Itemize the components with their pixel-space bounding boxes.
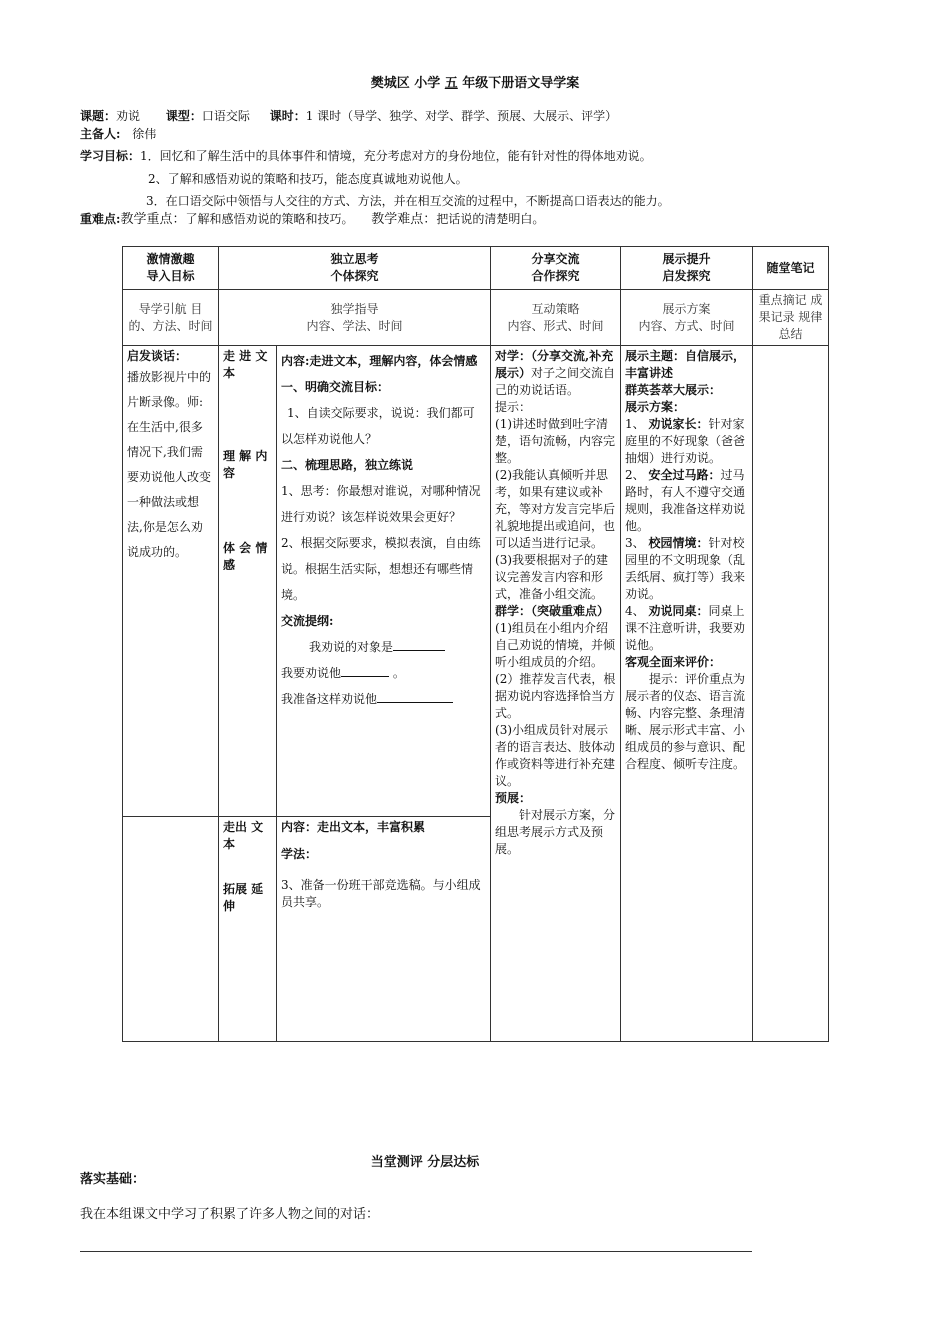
header-col-3: 分享交流 合作探究 bbox=[491, 247, 621, 290]
answer-line bbox=[80, 1251, 752, 1252]
meta-author: 主备人: 徐伟 bbox=[80, 127, 157, 141]
sub-col-3: 互动策略 内容、形式、时间 bbox=[491, 290, 621, 346]
header-col-4: 展示提升 启发探究 bbox=[621, 247, 753, 290]
sub-col-1: 导学引航 目的、方法、时间 bbox=[123, 290, 219, 346]
sub-col-4: 展示方案 内容、方式、时间 bbox=[621, 290, 753, 346]
basic-label: 落实基础： bbox=[80, 1172, 146, 1187]
goal-3: 3．在口语交际中领悟与人交往的方式、方法，并在相互交流的过程中，不断提高口语表达的能力。 bbox=[146, 194, 670, 208]
goal-1: 学习目标：1．回忆和了解生活中的具体事件和情境，充分考虑对方的身份地位，能有针对性的得体地劝说。 bbox=[80, 149, 652, 163]
header-col-5: 随堂笔记 bbox=[753, 247, 829, 290]
empty-intro-cell bbox=[123, 817, 219, 1042]
header-col-2: 独立思考 个体探究 bbox=[219, 247, 491, 290]
sub-col-5: 重点摘记 成果记录 规律总结 bbox=[753, 290, 829, 346]
showcase-cell: 展示主题：自信展示，丰富讲述 群英荟萃大展示： 展示方案： 1、 劝说家长：针对家庭里的不好现象（爸爸抽烟）进行劝说。 2、 安全过马路：过马路时，有人不遵守交通规则，我准备这样劝说他。 3、 校园情境：针对校园里的不文明现象（乱丢纸屑、疯打等）我来劝说。 4、 劝说同桌：同桌上课不注意听讲，我要劝说他。 客观全面来评价： 提示：评价重点为展示者的仪态、语言流畅、内容完整、条理清晰、展示形式丰富、小组成员的参与意识、配合程度、倾听专注度。 bbox=[621, 346, 753, 1042]
goal-2: 2、了解和感悟劝说的策略和技巧，能态度真诚地劝说他人。 bbox=[148, 172, 468, 186]
header-col-1: 激情激趣 导入目标 bbox=[123, 247, 219, 290]
notes-cell bbox=[753, 346, 829, 1042]
extension-cell: 内容：走出文本，丰富积累 学法： 3、准备一份班干部竞选稿。与小组成员共享。 bbox=[277, 817, 491, 1042]
intro-talk-cell: 启发谈话： 播放影视片中的片断录像。师:在生活中,很多情况下,我们需要劝说他人改变一种做法或想法,你是怎么劝说成功的。 bbox=[123, 346, 219, 817]
section-title: 当堂测评 分层达标 bbox=[370, 1155, 480, 1170]
sub-col-2: 独学指导 内容、学法、时间 bbox=[219, 290, 491, 346]
interaction-cell: 对学：（分享交流,补充展示）对子之间交流自己的劝说话语。 提示： (1)讲述时做到吐字清楚，语句流畅，内容完整。 (2)我能认真倾听并思考，如果有建议或补充，等对方发言完毕后礼貌地提出或追问，也可以适当进行记录。 (3)我要根据对子的建议完善发言内容和形式，准备小组交流。 群学：（突破重难点） (1)组员在小组内介绍自己劝说的情境，并倾听小组成员的介绍。 (2）推荐发言代表，根据劝说内容选择恰当方式。 (3)小组成员针对展示者的语言表达、肢体动作或资料等进行补充建议。 预展： 针对展示方案，分组思考展示方式及预展。 bbox=[491, 346, 621, 1042]
steps-cell: 走 进 文 本 理 解 内 容 体 会 情 感 bbox=[219, 346, 277, 817]
independent-study-cell: 内容:走进文本，理解内容，体会情感 一、明确交流目标： 1、自读交际要求，说说：我们都可以怎样劝说他人？ 二、梳理思路，独立练说 1、思考：你最想对谁说，对哪种情况进行劝说？该怎样说效果会更好？ 2、根据交际要求，模拟表演，自由练说。根据生活实际，想想还有哪些情境。 交流提纲: 我劝说的对象是 我要劝说他 。 我准备这样劝说他 bbox=[277, 346, 491, 817]
page-title: 樊城区 小学 五 年级下册语文导学案 bbox=[370, 76, 580, 91]
grade-underlined: 五 bbox=[444, 76, 458, 91]
question-text: 我在本组课文中学习了积累了许多人物之间的对话： bbox=[80, 1207, 380, 1222]
key-points: 重难点:教学重点：了解和感悟劝说的策略和技巧。 教学难点：把话说的清楚明白。 bbox=[80, 212, 545, 227]
steps-2-cell: 走出 文本 拓展 延伸 bbox=[219, 817, 277, 1042]
meta-line-1: 课题：劝说 课型：口语交际 课时：1 课时（导学、独学、对学、群学、预展、大展示、评学） bbox=[80, 109, 618, 123]
lesson-plan-table bbox=[122, 246, 829, 1042]
